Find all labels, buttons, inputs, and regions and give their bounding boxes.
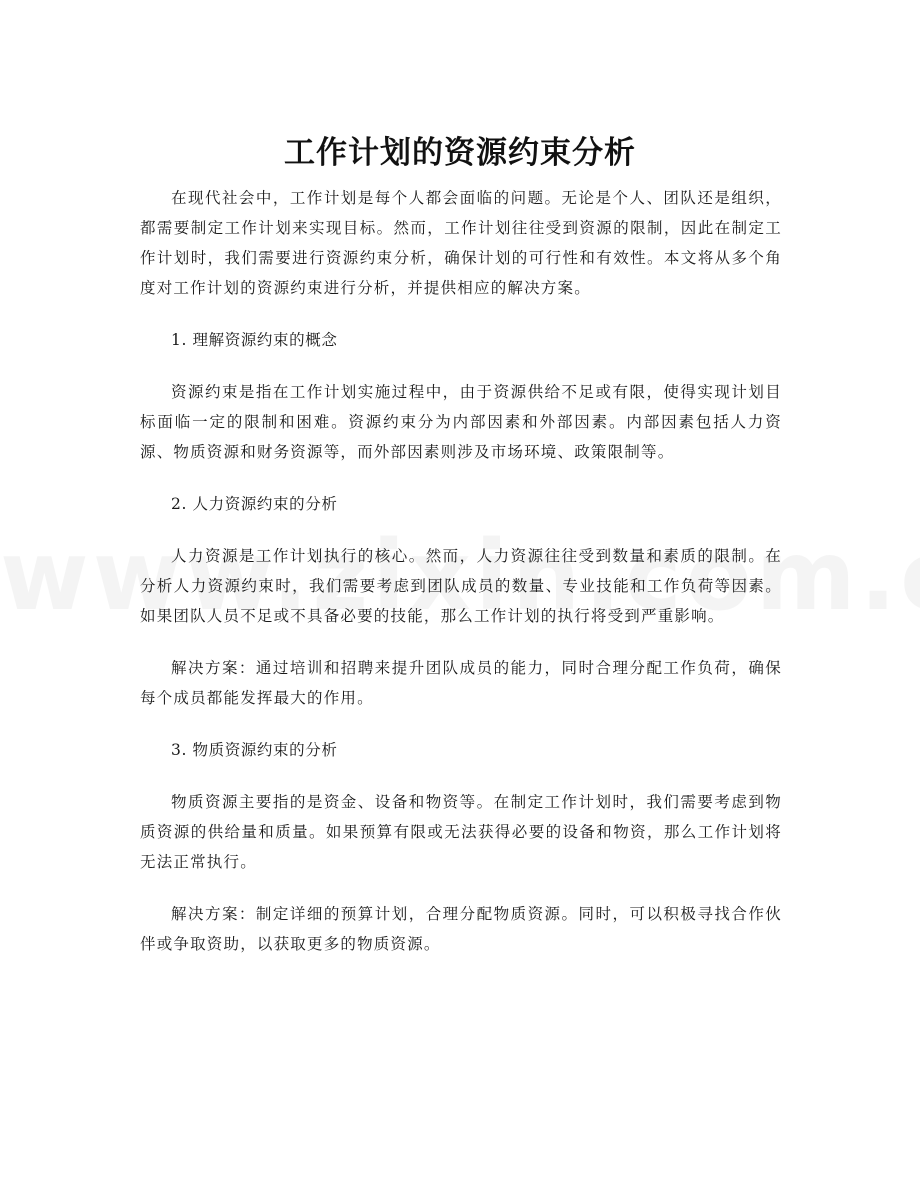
page-title: 工作计划的资源约束分析 (284, 134, 636, 171)
paragraph-human-resources: 人力资源是工作计划执行的核心。然而，人力资源往往受到数量和素质的限制。在分析人力资源约束时，我们需要考虑到团队成员的数量、专业技能和工作负荷等因素。如果团队人员不足或不具备必要的技能，那么工作计划的执行将受到严重影响。 (140, 547, 782, 625)
paragraph-intro: 在现代社会中，工作计划是每个人都会面临的问题。无论是个人、团队还是组织，都需要制定工作计划来实现目标。然而，工作计划往往受到资源的限制，因此在制定工作计划时，我们需要进行资源约束分析，确保计划的可行性和有效性。本文将从多个角度对工作计划的资源约束进行分析，并提供相应的解决方案。 (140, 189, 782, 297)
paragraph-material-resources: 物质资源主要指的是资金、设备和物资等。在制定工作计划时，我们需要考虑到物质资源的供给量和质量。如果预算有限或无法获得必要的设备和物资，那么工作计划将无法正常执行。 (140, 793, 782, 871)
section-heading-1: 1. 理解资源约束的概念 (171, 331, 338, 349)
paragraph-resource-constraint: 资源约束是指在工作计划实施过程中，由于资源供给不足或有限，使得实现计划目标面临一定的限制和困难。资源约束分为内部因素和外部因素。内部因素包括人力资源、物质资源和财务资源等，而外部因素则涉及市场环境、政策限制等。 (140, 383, 782, 461)
section-heading-3: 3. 物质资源约束的分析 (171, 741, 338, 759)
paragraph-material-solution: 解决方案：制定详细的预算计划，合理分配物质资源。同时，可以积极寻找合作伙伴或争取资助，以获取更多的物质资源。 (140, 905, 782, 953)
paragraph-human-solution: 解决方案：通过培训和招聘来提升团队成员的能力，同时合理分配工作负荷，确保每个成员都能发挥最大的作用。 (140, 659, 782, 707)
document-body (140, 183, 782, 981)
section-heading-2: 2. 人力资源约束的分析 (171, 495, 338, 513)
